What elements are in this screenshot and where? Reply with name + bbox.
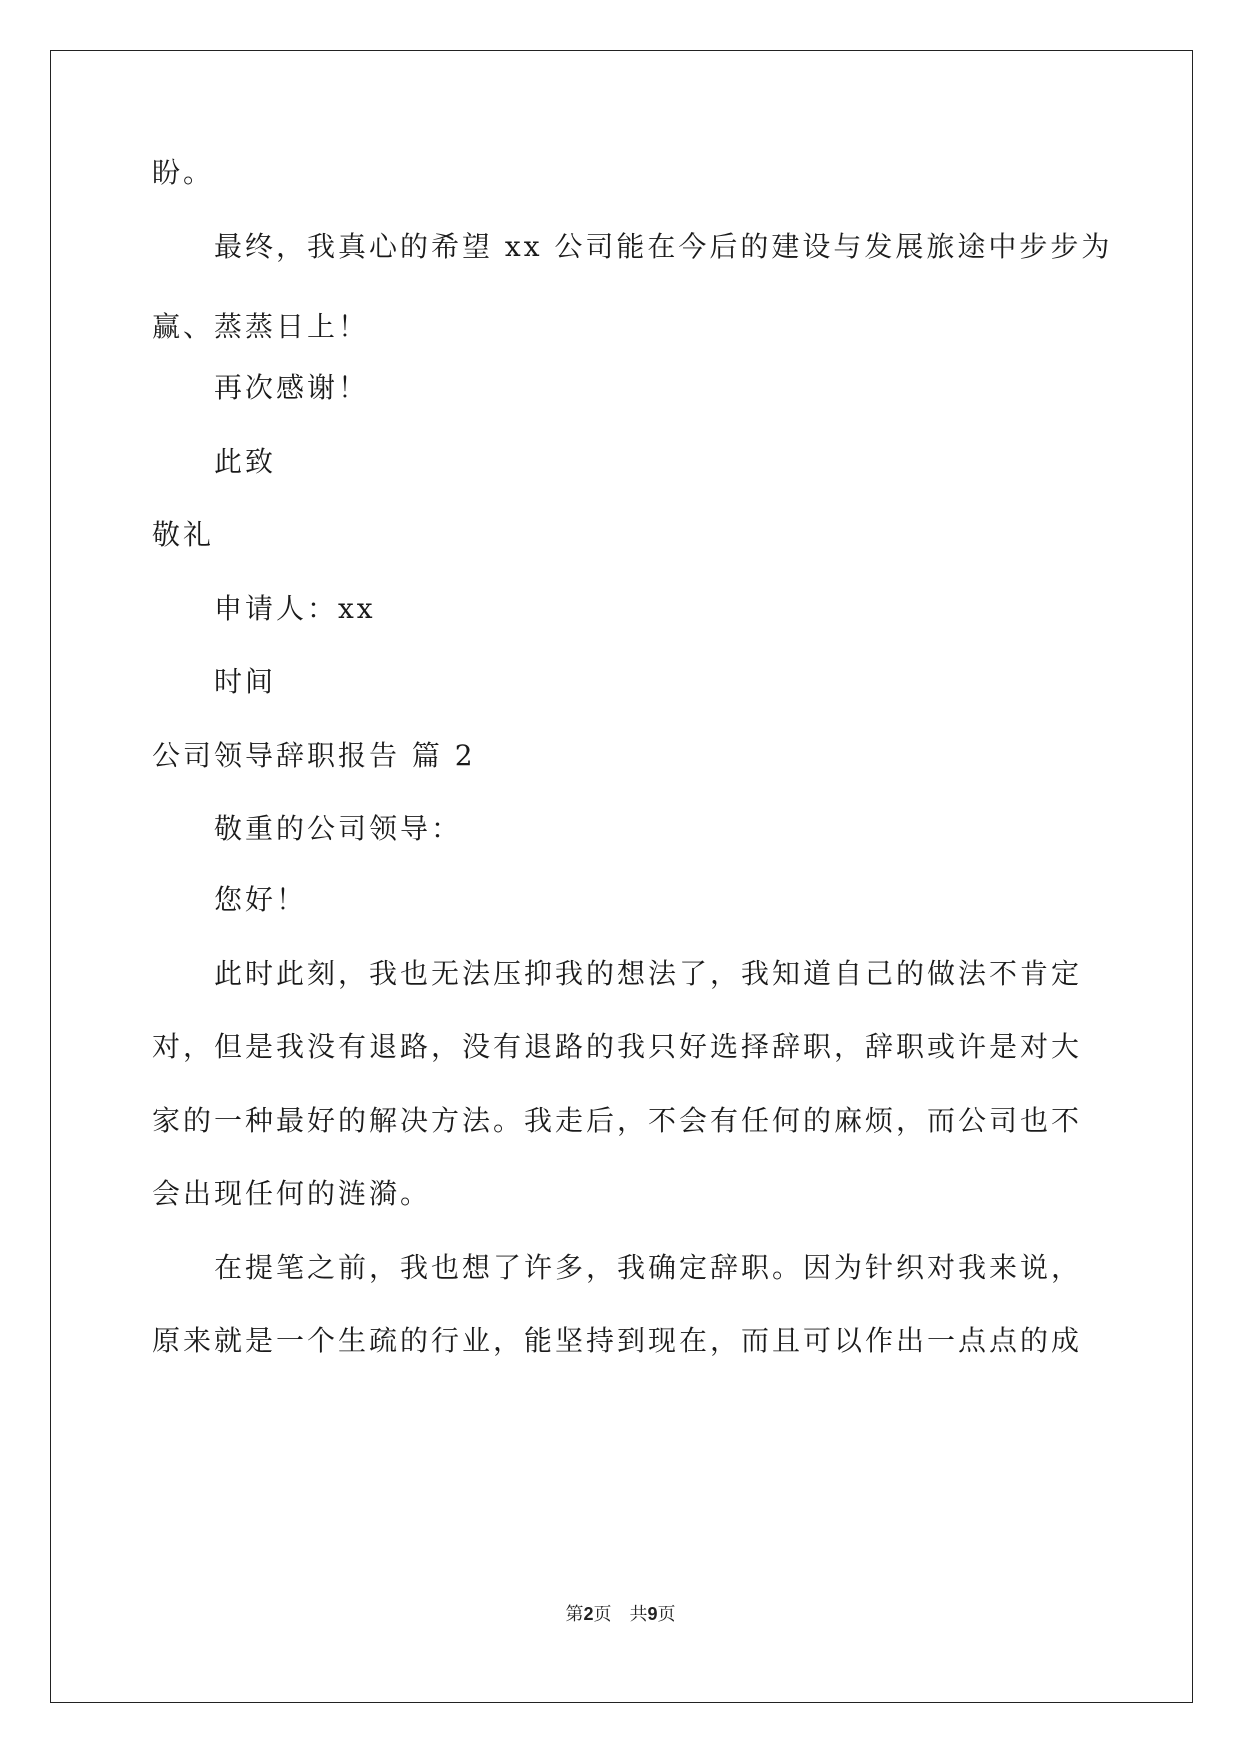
paragraph-line: 最终，我真心的希望 xx 公司能在今后的建设与发展旅途中步步为 (214, 230, 1113, 263)
total-page-number: 9 (647, 1604, 658, 1624)
text-line: 对，但是我没有退路，没有退路的我只好选择辞职，辞职或许是对大 (152, 1030, 1083, 1063)
text-line: 家的一种最好的解决方法。我走后，不会有任何的麻烦，而公司也不 (152, 1104, 1083, 1137)
current-page-number: 2 (583, 1604, 594, 1624)
page-border (50, 50, 1193, 1703)
greeting-line: 敬重的公司领导： (214, 812, 463, 845)
section-heading: 公司领导辞职报告 篇 2 (152, 739, 476, 772)
closing-line: 此致 (214, 445, 277, 478)
greeting-line: 您好！ (214, 883, 308, 916)
date-line: 时间 (214, 665, 277, 698)
applicant-line: 申请人：xx (214, 592, 376, 625)
page-footer (0, 1602, 1241, 1627)
page-suffix: 页 (657, 1604, 676, 1625)
text-line: 盼。 (152, 156, 215, 189)
paragraph-line: 再次感谢！ (214, 371, 370, 404)
paragraph-line: 在提笔之前，我也想了许多，我确定辞职。因为针织对我来说， (214, 1251, 1083, 1284)
page-mid: 页 共 (593, 1604, 648, 1625)
text-line: 原来就是一个生疏的行业，能坚持到现在，而且可以作出一点点的成 (152, 1324, 1083, 1357)
page-prefix: 第 (565, 1604, 584, 1625)
text-line: 会出现任何的涟漪。 (152, 1177, 432, 1210)
salutation-line: 敬礼 (152, 518, 215, 551)
text-line: 赢、蒸蒸日上！ (152, 310, 370, 343)
paragraph-line: 此时此刻，我也无法压抑我的想法了，我知道自己的做法不肯定 (214, 957, 1083, 990)
